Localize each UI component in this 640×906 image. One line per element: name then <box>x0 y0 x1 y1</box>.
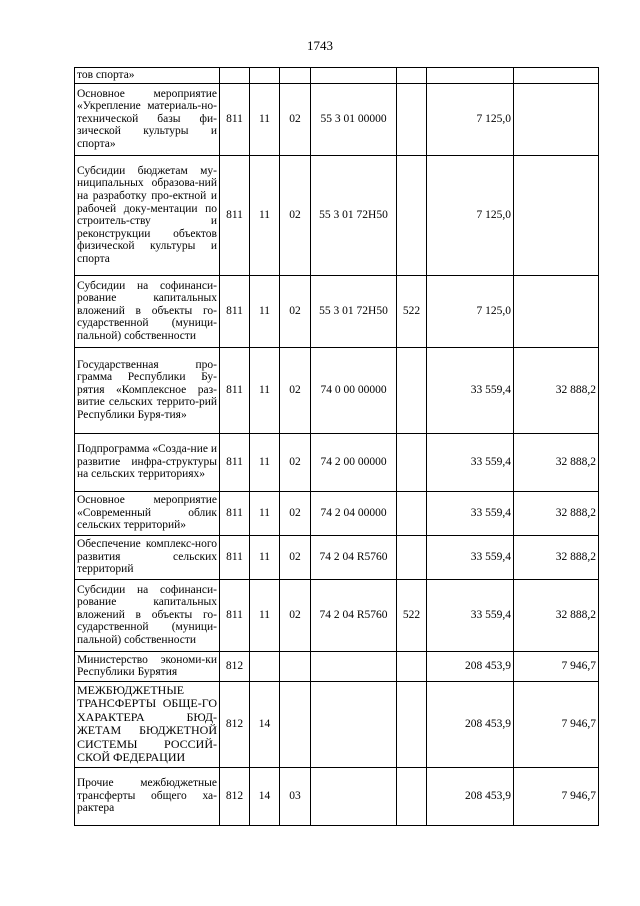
amount-year1-cell: 33 559,4 <box>427 347 514 433</box>
row-name-cell: Субсидии бюджетам му-ниципальных образова-ний на разработку про-ектной и рабочей доку-ментации по строитель-ству и реконструкции объектов физической культуры и спорта <box>75 155 220 275</box>
target-article-cell: 74 2 04 00000 <box>311 491 397 535</box>
page-number: 1743 <box>307 38 333 53</box>
row-name-cell: МЕЖБЮДЖЕТНЫЕ ТРАНСФЕРТЫ ОБЩЕ-ГО ХАРАКТЕРА БЮД-ЖЕТАМ БЮДЖЕТНОЙ СИСТЕМЫ РОССИЙ-СКОЙ ФЕДЕРАЦИИ <box>75 681 220 767</box>
section-code-cell: 11 <box>250 433 280 491</box>
budget-table-body <box>75 68 599 826</box>
ministry-code-cell: 811 <box>220 579 250 651</box>
target-article-cell: 74 0 00 00000 <box>311 347 397 433</box>
amount-year1-cell: 208 453,9 <box>427 651 514 681</box>
amount-year1-cell: 208 453,9 <box>427 681 514 767</box>
subsection-code-cell <box>280 681 311 767</box>
subsection-code-cell: 03 <box>280 767 311 825</box>
amount-year1-cell: 33 559,4 <box>427 579 514 651</box>
amount-year2-cell <box>514 275 599 347</box>
expense-type-cell <box>397 491 427 535</box>
subsection-code-cell: 02 <box>280 275 311 347</box>
section-code-cell: 11 <box>250 579 280 651</box>
amount-year1-cell: 7 125,0 <box>427 155 514 275</box>
amount-year2-cell: 32 888,2 <box>514 433 599 491</box>
target-article-cell: 55 3 01 72Н50 <box>311 275 397 347</box>
expense-type-cell <box>397 681 427 767</box>
amount-year2-cell: 7 946,7 <box>514 651 599 681</box>
amount-year1-cell: 33 559,4 <box>427 433 514 491</box>
target-article-cell: 74 2 04 R5760 <box>311 579 397 651</box>
section-code-cell: 11 <box>250 535 280 579</box>
subsection-code-cell: 02 <box>280 433 311 491</box>
amount-year2-cell: 32 888,2 <box>514 347 599 433</box>
expense-type-cell <box>397 155 427 275</box>
row-name-cell: Министерство экономи-ки Республики Бурятия <box>75 651 220 681</box>
ministry-code-cell <box>220 68 250 84</box>
amount-year2-cell: 7 946,7 <box>514 681 599 767</box>
section-code-cell: 14 <box>250 681 280 767</box>
subsection-code-cell: 02 <box>280 491 311 535</box>
row-name-cell: Государственная про-грамма Республики Бу-рятия «Комплексное раз-витие сельских террито-рий Республики Буря-тия» <box>75 347 220 433</box>
expense-type-cell <box>397 767 427 825</box>
subsection-code-cell: 02 <box>280 83 311 155</box>
target-article-cell <box>311 681 397 767</box>
expense-type-cell <box>397 433 427 491</box>
amount-year1-cell: 7 125,0 <box>427 275 514 347</box>
target-article-cell: 74 2 04 R5760 <box>311 535 397 579</box>
section-code-cell: 11 <box>250 275 280 347</box>
subsection-code-cell: 02 <box>280 535 311 579</box>
subsection-code-cell: 02 <box>280 347 311 433</box>
table-row <box>75 275 599 347</box>
table-row <box>75 651 599 681</box>
table-row <box>75 535 599 579</box>
expense-type-cell <box>397 651 427 681</box>
ministry-code-cell: 812 <box>220 767 250 825</box>
ministry-code-cell: 811 <box>220 491 250 535</box>
ministry-code-cell: 811 <box>220 433 250 491</box>
ministry-code-cell: 811 <box>220 347 250 433</box>
subsection-code-cell <box>280 651 311 681</box>
section-code-cell <box>250 651 280 681</box>
target-article-cell: 74 2 00 00000 <box>311 433 397 491</box>
subsection-code-cell: 02 <box>280 579 311 651</box>
expense-type-cell: 522 <box>397 579 427 651</box>
ministry-code-cell: 811 <box>220 275 250 347</box>
ministry-code-cell: 811 <box>220 155 250 275</box>
ministry-code-cell: 811 <box>220 83 250 155</box>
section-code-cell: 14 <box>250 767 280 825</box>
row-name-cell: Субсидии на софинанси-рование капитальных вложений в объекты го-сударственной (муници-пальной) собственности <box>75 275 220 347</box>
amount-year2-cell: 7 946,7 <box>514 767 599 825</box>
amount-year2-cell: 32 888,2 <box>514 491 599 535</box>
section-code-cell: 11 <box>250 83 280 155</box>
amount-year2-cell <box>514 68 599 84</box>
row-name-cell: тов спорта» <box>75 68 220 84</box>
amount-year2-cell <box>514 83 599 155</box>
table-row <box>75 347 599 433</box>
table-row <box>75 83 599 155</box>
target-article-cell <box>311 651 397 681</box>
row-name-cell: Подпрограмма «Созда-ние и развитие инфра-структуры на сельских территориях» <box>75 433 220 491</box>
section-code-cell <box>250 68 280 84</box>
expense-type-cell <box>397 83 427 155</box>
section-code-cell: 11 <box>250 347 280 433</box>
row-name-cell: Прочие межбюджетные трансферты общего ха-рактера <box>75 767 220 825</box>
amount-year1-cell <box>427 68 514 84</box>
subsection-code-cell <box>280 68 311 84</box>
amount-year1-cell: 33 559,4 <box>427 535 514 579</box>
amount-year1-cell: 7 125,0 <box>427 83 514 155</box>
table-row <box>75 68 599 84</box>
row-name-cell: Основное мероприятие «Укрепление материаль-но-технической базы фи-зической культуры и спорта» <box>75 83 220 155</box>
table-row <box>75 767 599 825</box>
table-row <box>75 155 599 275</box>
amount-year2-cell <box>514 155 599 275</box>
target-article-cell: 55 3 01 00000 <box>311 83 397 155</box>
table-row <box>75 433 599 491</box>
amount-year2-cell: 32 888,2 <box>514 535 599 579</box>
expense-type-cell: 522 <box>397 275 427 347</box>
target-article-cell <box>311 68 397 84</box>
row-name-cell: Субсидии на софинанси-рование капитальных вложений в объекты го-сударственной (муници-пальной) собственности <box>75 579 220 651</box>
budget-table <box>74 67 599 826</box>
table-row <box>75 681 599 767</box>
expense-type-cell <box>397 347 427 433</box>
section-code-cell: 11 <box>250 155 280 275</box>
amount-year2-cell: 32 888,2 <box>514 579 599 651</box>
section-code-cell: 11 <box>250 491 280 535</box>
table-row <box>75 579 599 651</box>
target-article-cell: 55 3 01 72Н50 <box>311 155 397 275</box>
expense-type-cell <box>397 68 427 84</box>
expense-type-cell <box>397 535 427 579</box>
target-article-cell <box>311 767 397 825</box>
table-row <box>75 491 599 535</box>
amount-year1-cell: 33 559,4 <box>427 491 514 535</box>
ministry-code-cell: 812 <box>220 681 250 767</box>
row-name-cell: Обеспечение комплекс-ного развития сельских территорий <box>75 535 220 579</box>
subsection-code-cell: 02 <box>280 155 311 275</box>
ministry-code-cell: 811 <box>220 535 250 579</box>
ministry-code-cell: 812 <box>220 651 250 681</box>
row-name-cell: Основное мероприятие «Современный облик сельских территорий» <box>75 491 220 535</box>
amount-year1-cell: 208 453,9 <box>427 767 514 825</box>
